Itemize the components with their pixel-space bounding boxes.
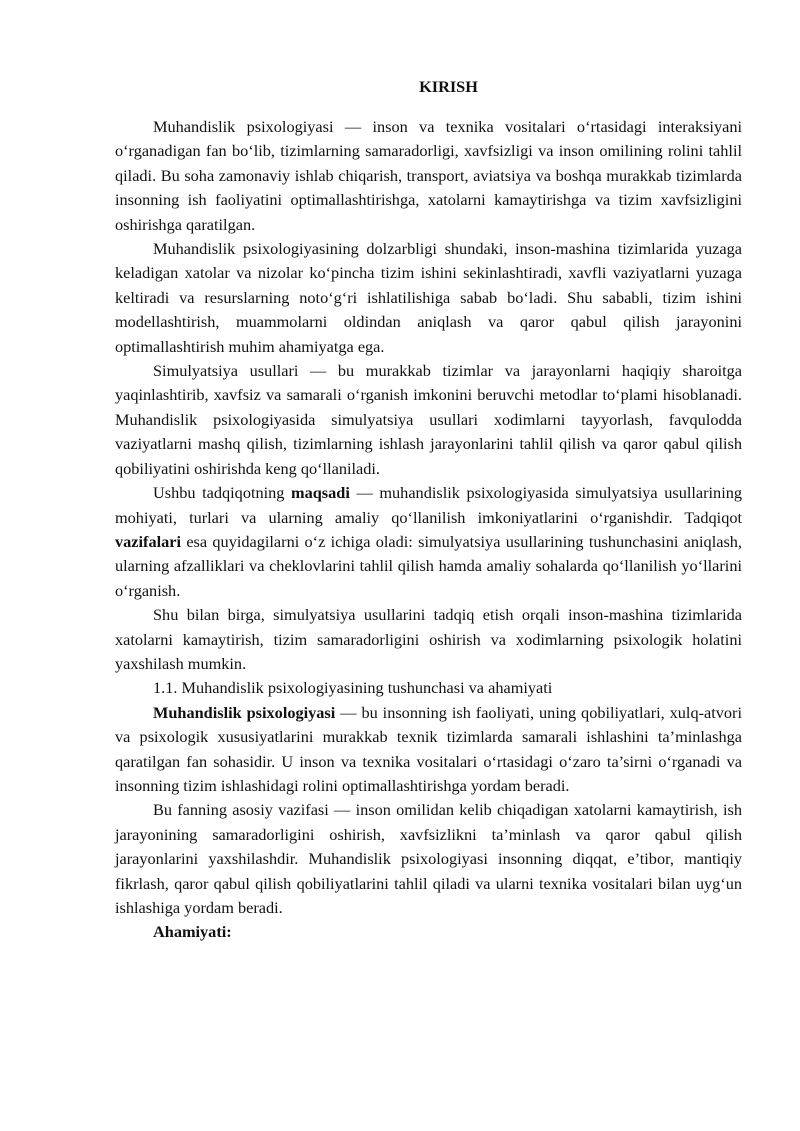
- goals-text-start: Ushbu tadqiqotning: [153, 483, 292, 503]
- paragraph-benefits: Shu bilan birga, simulyatsiya usullarini tadqiq etish orqali inson-mashina tizimlarida xatolarni kamaytirish, tizim samaradorligini oshirish va xodimlarning psixologik holatini yaxshilash mumkin.: [115, 605, 742, 673]
- paragraph-main-task: Bu fanning asosiy vazifasi — inson omilidan kelib chiqadigan xatolarni kamaytirish, ish jarayonining samaradorligini oshirish, xavfsizlikni ta’minlash va qaror qabul qilish jarayonlarini yaxshilashdir. Muhandislik psixologiyasi insonning diqqat, e’tibor, mantiqiy fikrlash, qaror qabul qilish qobiliyatlarini tahlil qiladi va ularni texnika vositalari bilan uyg‘un ishlashiga yordam beradi.: [115, 800, 742, 917]
- paragraph-intro: Muhandislik psixologiyasi — inson va texnika vositalari o‘rtasidagi interaksiyani o‘rganadigan fan bo‘lib, tizimlarning samaradorligi, xavfsizligi va inson omilining rolini tahlil qiladi. Bu soha zamonaviy ishlab chiqarish, transport, aviatsiya va boshqa murakkab tizimlarda insonning ish faoliyatini optimallashtirishga, xatolarni kamaytirishga va tizim xavfsizligini oshirishga qaratilgan.: [115, 117, 742, 234]
- section-heading: 1.1. Muhandislik psixologiyasining tushunchasi va ahamiyati: [153, 678, 553, 698]
- paragraph-simulation: Simulyatsiya usullari — bu murakkab tizimlar va jarayonlarni haqiqiy sharoitga yaqinlashtirib, xavfsiz va samarali o‘rganish imkonini beruvchi metodlar to‘plami hisoblanadi. Muhandislik psixologiyasida simulyatsiya usullari xodimlarni tayyorlash, favqulodda vaziyatlarni mashq qilish, tizimlarning ishlash jarayonlarini tahlil qilish va qaror qabul qilish qobiliyatini oshirishda keng qo‘llaniladi.: [115, 361, 742, 478]
- definition-text: — bu insonning ish faoliyati, uning qobiliyatlari, xulq-atvori va psixologik xususiyatlarini murakkab texnik tizimlarda samarali ishlashini ta’minlashga qaratilgan fan sohasidir. U inson va texnika vositalari o‘rtasidagi o‘zaro ta’sirni o‘rganadi va insonning tizim ishlashidagi rolini optimallashtirishga yordam beradi.: [115, 702, 742, 795]
- paragraph-definition: [115, 701, 742, 799]
- paragraph-relevance: Muhandislik psixologiyasining dolzarbligi shundaki, inson-mashina tizimlarida yuzaga keladigan xatolar va nizolar ko‘pincha tizim ishini sekinlashtiradi, xavfli vaziyatlarni yuzaga keltiradi va resurslarning noto‘g‘ri ishlatilishiga sabab bo‘ladi. Shu sababli, tizim ishini modellashtirish, muammolarni oldindan aniqlash va qaror qabul qilish jarayonini optimallashtirish muhim ahamiyatga ega.: [115, 239, 742, 356]
- goals-text-middle: — muhandislik psixologiyasida simulyatsiya usullarining mohiyati, turlari va ularning amaliy qo‘llanilish imkoniyatlarini o‘rganishdir. Tadqiqot: [115, 483, 742, 527]
- paragraph-goals: [115, 481, 742, 603]
- definition-term: Muhandislik psixologiyasi: [153, 702, 336, 722]
- importance-heading: [115, 920, 742, 944]
- document-body: [115, 75, 742, 945]
- goals-text-end: esa quyidagilarni o‘z ichiga oladi: simulyatsiya usullarining tushunchasini aniqlash, ularning afzalliklari va cheklovlarini tahlil qilish hamda amaliy sohalarda qo‘llanilish yo‘llarini o‘rganish.: [115, 531, 742, 600]
- page-title: KIRISH: [419, 77, 478, 96]
- tasks-keyword: vazifalari: [115, 531, 182, 551]
- importance-label: Ahamiyati:: [153, 922, 232, 942]
- goal-keyword: maqsadi: [291, 483, 350, 503]
